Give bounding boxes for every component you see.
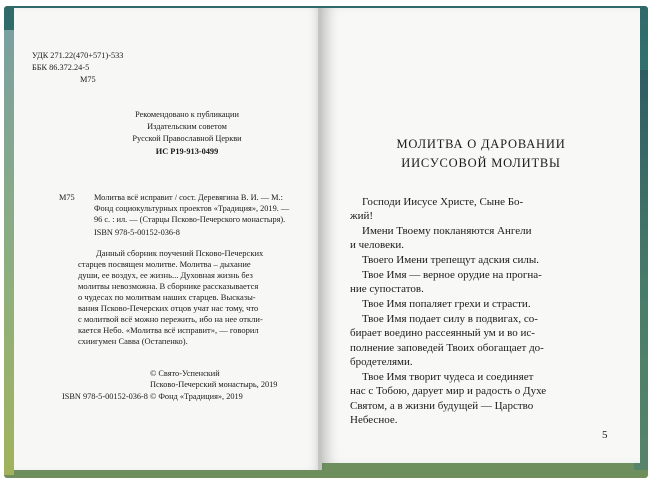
bbk-code: ББК 86.372.24-5 xyxy=(32,63,90,72)
isbn-bottom: ISBN 978-5-00152-036-8 xyxy=(62,392,148,401)
recommend-line-3: Русской Православной Церкви xyxy=(132,134,242,143)
annotation-line-4: молитвы невозможна. В сборнике рассказывается xyxy=(78,281,259,291)
copyright-line-1: © Свято-Успенский xyxy=(150,369,220,378)
prayer-line-3: Имени Твоему покланяются Ангели xyxy=(362,225,532,237)
annotation-line-3: души, ее воздух, ее жизнь... Духовная жизнь без xyxy=(78,270,253,280)
right-page xyxy=(322,8,640,463)
prayer-line-15: Святом, а в жизни будущей — Царство xyxy=(350,400,534,412)
annotation-line-6: вания Псково-Печерских отцов учат нас тому, что xyxy=(78,303,259,313)
is-number: ИС Р19-913-0499 xyxy=(155,147,219,156)
author-code: М75 xyxy=(80,75,96,84)
cover-edge-left xyxy=(4,30,14,475)
heading-line-1: МОЛИТВА О ДАРОВАНИИ xyxy=(396,137,566,151)
copyright-line-2: Псково-Печерский монастырь, 2019 xyxy=(150,380,278,389)
prayer-line-13: Твое Имя творит чудеса и соединяет xyxy=(362,371,534,383)
annotation-line-7: с молитвой всё можно пережить, ибо на нее откли- xyxy=(78,314,263,324)
catalog-line-3: 96 с. : ил. — (Старцы Псково-Печерского монастыря). xyxy=(94,215,286,224)
prayer-line-7: ние супостатов. xyxy=(350,283,424,295)
recommend-line-1: Рекомендовано к публикации xyxy=(135,110,239,119)
left-page xyxy=(14,8,322,470)
catalog-code: М75 xyxy=(59,193,75,202)
page-number: 5 xyxy=(602,429,608,441)
prayer-line-11: полнение заповедей Твоих обогащает до- xyxy=(350,342,544,354)
recommend-line-2: Издательским советом xyxy=(147,122,227,131)
annotation-line-5: о чудесах по молитвам наших старцев. Высказы- xyxy=(78,292,256,302)
prayer-line-12: бродетелями. xyxy=(350,356,413,368)
annotation-line-8: кается Небо. «Молитва всё исправит», — говорил xyxy=(78,325,259,335)
prayer-line-2: жий! xyxy=(350,210,374,222)
prayer-line-14: нас с Тобою, дарует мир и радость о Духе xyxy=(350,385,547,397)
prayer-line-1: Господи Иисусе Христе, Сыне Бо- xyxy=(362,196,524,208)
prayer-line-16: Небесное. xyxy=(350,414,398,426)
prayer-line-5: Твоего Имени трепещут адския силы. xyxy=(362,254,540,266)
prayer-line-4: и человеки. xyxy=(350,239,405,251)
prayer-line-6: Твое Имя — верное орудие на прогна- xyxy=(362,269,542,281)
prayer-line-9: Твое Имя подает силу в подвигах, со- xyxy=(362,313,538,325)
heading-line-2: ИИСУСОВОЙ МОЛИТВЫ xyxy=(401,156,561,170)
annotation-line-2: старцев посвящен молитве. Молитва – дыхание xyxy=(78,259,251,269)
catalog-line-1: Молитва всё исправит / сост. Деревягина В. И. — М.: xyxy=(94,193,283,202)
prayer-line-10: бирает воедино рассеянный ум и во ис- xyxy=(350,327,535,339)
prayer-line-8: Твое Имя попаляет грехи и страсти. xyxy=(362,298,531,310)
annotation-line-1: Данный сборник поучений Псково-Печерских xyxy=(96,248,264,258)
catalog-line-2: Фонд социокультурных проектов «Традиция», 2019. — xyxy=(94,204,290,213)
udk-code: УДК 271.22(470+571)-533 xyxy=(32,51,124,60)
copyright-line-3: © Фонд «Традиция», 2019 xyxy=(150,392,243,401)
isbn-main: ISBN 978-5-00152-036-8 xyxy=(94,228,180,237)
annotation-line-9: схиигумен Савва (Остапенко). xyxy=(78,336,188,346)
